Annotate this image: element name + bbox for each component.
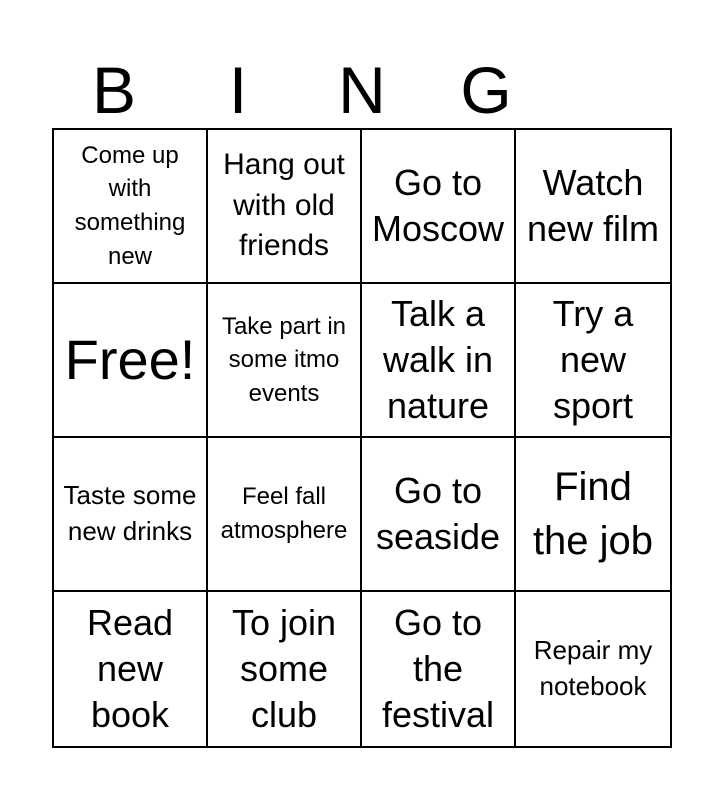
bingo-cell[interactable]: [516, 284, 670, 438]
header-letter-b: B: [91, 53, 137, 127]
cell-text: Repair my notebook: [533, 635, 653, 701]
cell-text: Go to seaside: [375, 469, 501, 557]
bingo-cell[interactable]: [516, 592, 670, 746]
cell-text: Talk a walk in nature: [382, 292, 494, 427]
bingo-board: [52, 128, 672, 748]
cell-text: Feel fall atmosphere: [220, 483, 348, 544]
header-letter-i: I: [228, 53, 248, 127]
cell-text: Try a new sport: [552, 292, 634, 427]
bingo-cell[interactable]: [208, 438, 362, 592]
cell-text: Hang out with old friends: [223, 148, 345, 263]
bingo-cell[interactable]: [208, 592, 362, 746]
bingo-cell[interactable]: [208, 130, 362, 284]
cell-text: Read new book: [86, 601, 174, 736]
cell-text: Take part in some itmo events: [221, 312, 347, 407]
cell-text: Free!: [64, 328, 196, 391]
bingo-cell[interactable]: [362, 130, 516, 284]
bingo-cell[interactable]: [362, 284, 516, 438]
cell-text: Go to the festival: [381, 601, 495, 736]
cell-text: Go to Moscow: [371, 161, 505, 249]
cell-text: Find the job: [532, 465, 654, 563]
free-cell[interactable]: [54, 284, 208, 438]
bingo-cell[interactable]: [362, 592, 516, 746]
cell-text: Watch new film: [526, 161, 660, 249]
bingo-cell[interactable]: [516, 130, 670, 284]
bingo-header: [52, 52, 672, 128]
header-letter-n: N: [338, 53, 386, 127]
cell-text: To join some club: [231, 601, 337, 736]
bingo-cell[interactable]: [54, 130, 208, 284]
bingo-cell[interactable]: [54, 592, 208, 746]
bingo-cell[interactable]: [208, 284, 362, 438]
bingo-cell[interactable]: [362, 438, 516, 592]
bingo-cell[interactable]: [516, 438, 670, 592]
cell-text: Come up with something new: [74, 141, 186, 270]
bingo-cell[interactable]: [54, 438, 208, 592]
cell-text: Taste some new drinks: [63, 480, 197, 546]
header-letter-g: G: [460, 53, 512, 127]
